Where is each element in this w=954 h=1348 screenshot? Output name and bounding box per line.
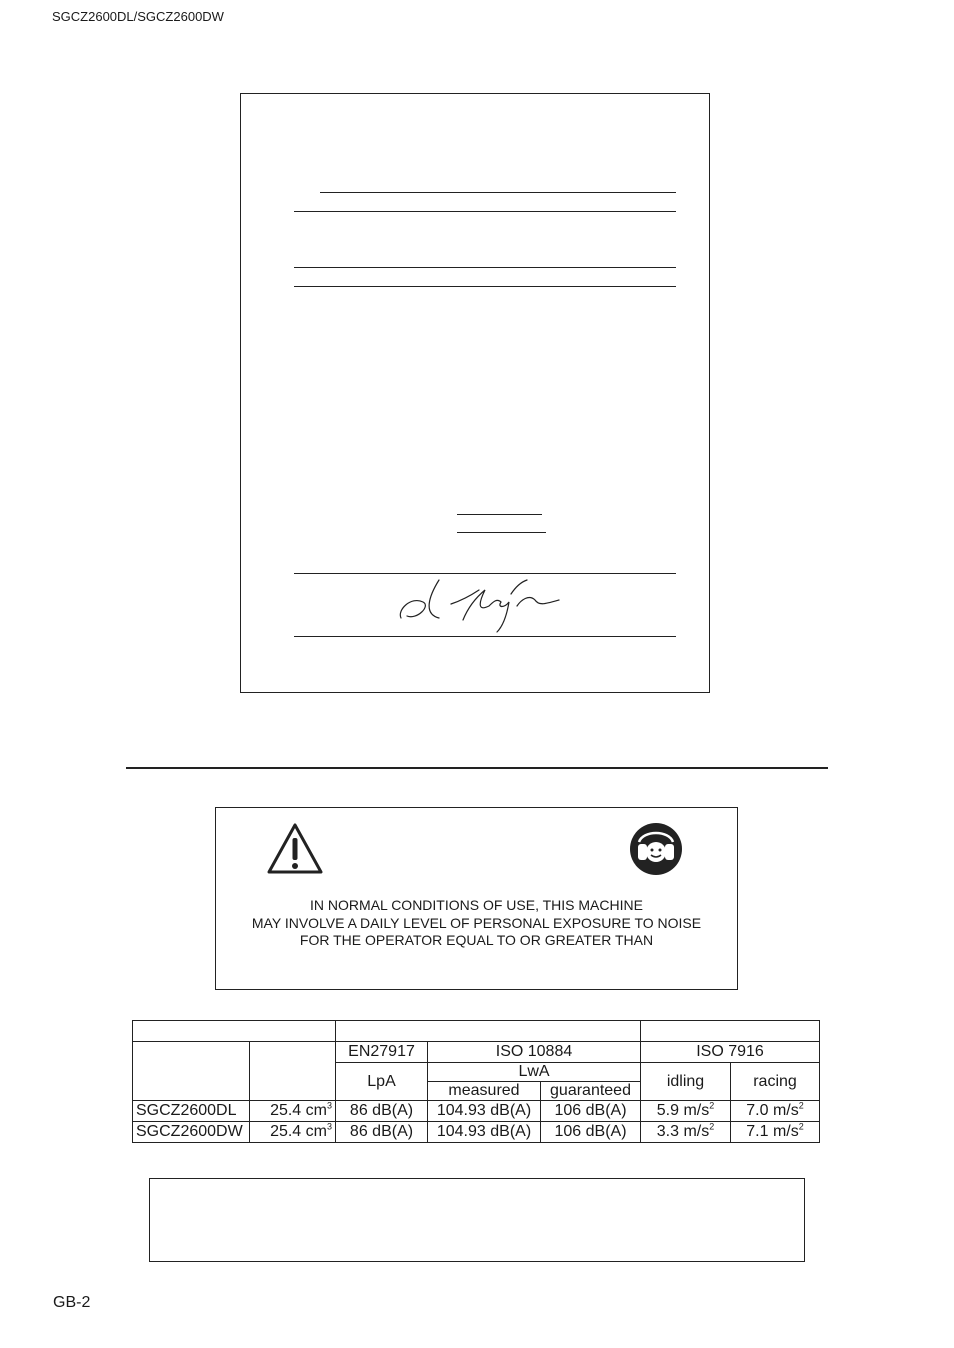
lwa-measured-cell: 104.93 dB(A) bbox=[428, 1101, 541, 1122]
displacement-cell: 25.4 $cm^3$ bbox=[250, 1101, 336, 1122]
form-line bbox=[294, 636, 676, 637]
racing-cell: 7.1 $m/s^2$ bbox=[731, 1122, 820, 1143]
warning-triangle-icon bbox=[266, 822, 324, 876]
lwa-guaranteed-cell: 106 dB(A) bbox=[541, 1122, 641, 1143]
noise-vibration-table bbox=[132, 1020, 820, 1143]
lwa-measured-cell: 104.93 dB(A) bbox=[428, 1122, 541, 1143]
displacement-cell: 25.4 $cm^3$ bbox=[250, 1122, 336, 1143]
model-code-header: SGCZ2600DL/SGCZ2600DW bbox=[52, 9, 224, 24]
header-racing: racing bbox=[731, 1063, 820, 1101]
form-line bbox=[294, 267, 676, 268]
signature-image bbox=[393, 574, 565, 638]
header-idling: idling bbox=[641, 1063, 731, 1101]
form-line bbox=[457, 532, 546, 533]
warning-line: FOR THE OPERATOR EQUAL TO OR GREATER THAN bbox=[299, 932, 654, 948]
form-line bbox=[294, 286, 676, 287]
racing-cell: 7.0 $m/s^2$ bbox=[731, 1101, 820, 1122]
model-cell: SGCZ2600DL bbox=[133, 1101, 250, 1122]
standard-iso7916: ISO 7916 bbox=[641, 1042, 820, 1063]
table-cell bbox=[336, 1021, 641, 1042]
idling-cell: 3.3 $m/s^2$ bbox=[641, 1122, 731, 1143]
declaration-box bbox=[240, 93, 710, 693]
noise-warning-box bbox=[215, 807, 738, 990]
page-number: GB-2 bbox=[53, 1294, 91, 1311]
table-cell bbox=[250, 1042, 336, 1101]
warning-line: MAY INVOLVE A DAILY LEVEL OF PERSONAL EXPOSURE TO NOISE bbox=[251, 914, 702, 931]
lpa-cell: 86 dB(A) bbox=[336, 1122, 428, 1143]
table-cell bbox=[641, 1021, 820, 1042]
model-cell: SGCZ2600DW bbox=[133, 1122, 250, 1143]
idling-cell: 5.9 $m/s^2$ bbox=[641, 1101, 731, 1122]
form-line bbox=[457, 514, 542, 515]
table-row bbox=[133, 1101, 820, 1122]
header-guaranteed: guaranteed bbox=[541, 1082, 641, 1101]
header-lwa: LwA bbox=[428, 1063, 641, 1082]
header-lpa: LpA bbox=[336, 1063, 428, 1101]
table-row bbox=[133, 1122, 820, 1143]
form-line bbox=[320, 192, 676, 193]
form-line bbox=[294, 211, 676, 212]
standard-iso10884: ISO 10884 bbox=[428, 1042, 641, 1063]
table-row bbox=[133, 1021, 820, 1042]
ear-protection-icon bbox=[629, 822, 683, 876]
table-row bbox=[133, 1042, 820, 1063]
lwa-guaranteed-cell: 106 dB(A) bbox=[541, 1101, 641, 1122]
note-box bbox=[149, 1178, 805, 1262]
table-cell bbox=[133, 1021, 336, 1042]
header-measured: measured bbox=[428, 1082, 541, 1101]
table-cell bbox=[133, 1042, 250, 1101]
section-separator bbox=[126, 767, 828, 769]
standard-en27917: EN27917 bbox=[336, 1042, 428, 1063]
noise-warning-text bbox=[216, 897, 737, 950]
lpa-cell: 86 dB(A) bbox=[336, 1101, 428, 1122]
warning-line: IN NORMAL CONDITIONS OF USE, THIS MACHINE bbox=[310, 897, 643, 913]
